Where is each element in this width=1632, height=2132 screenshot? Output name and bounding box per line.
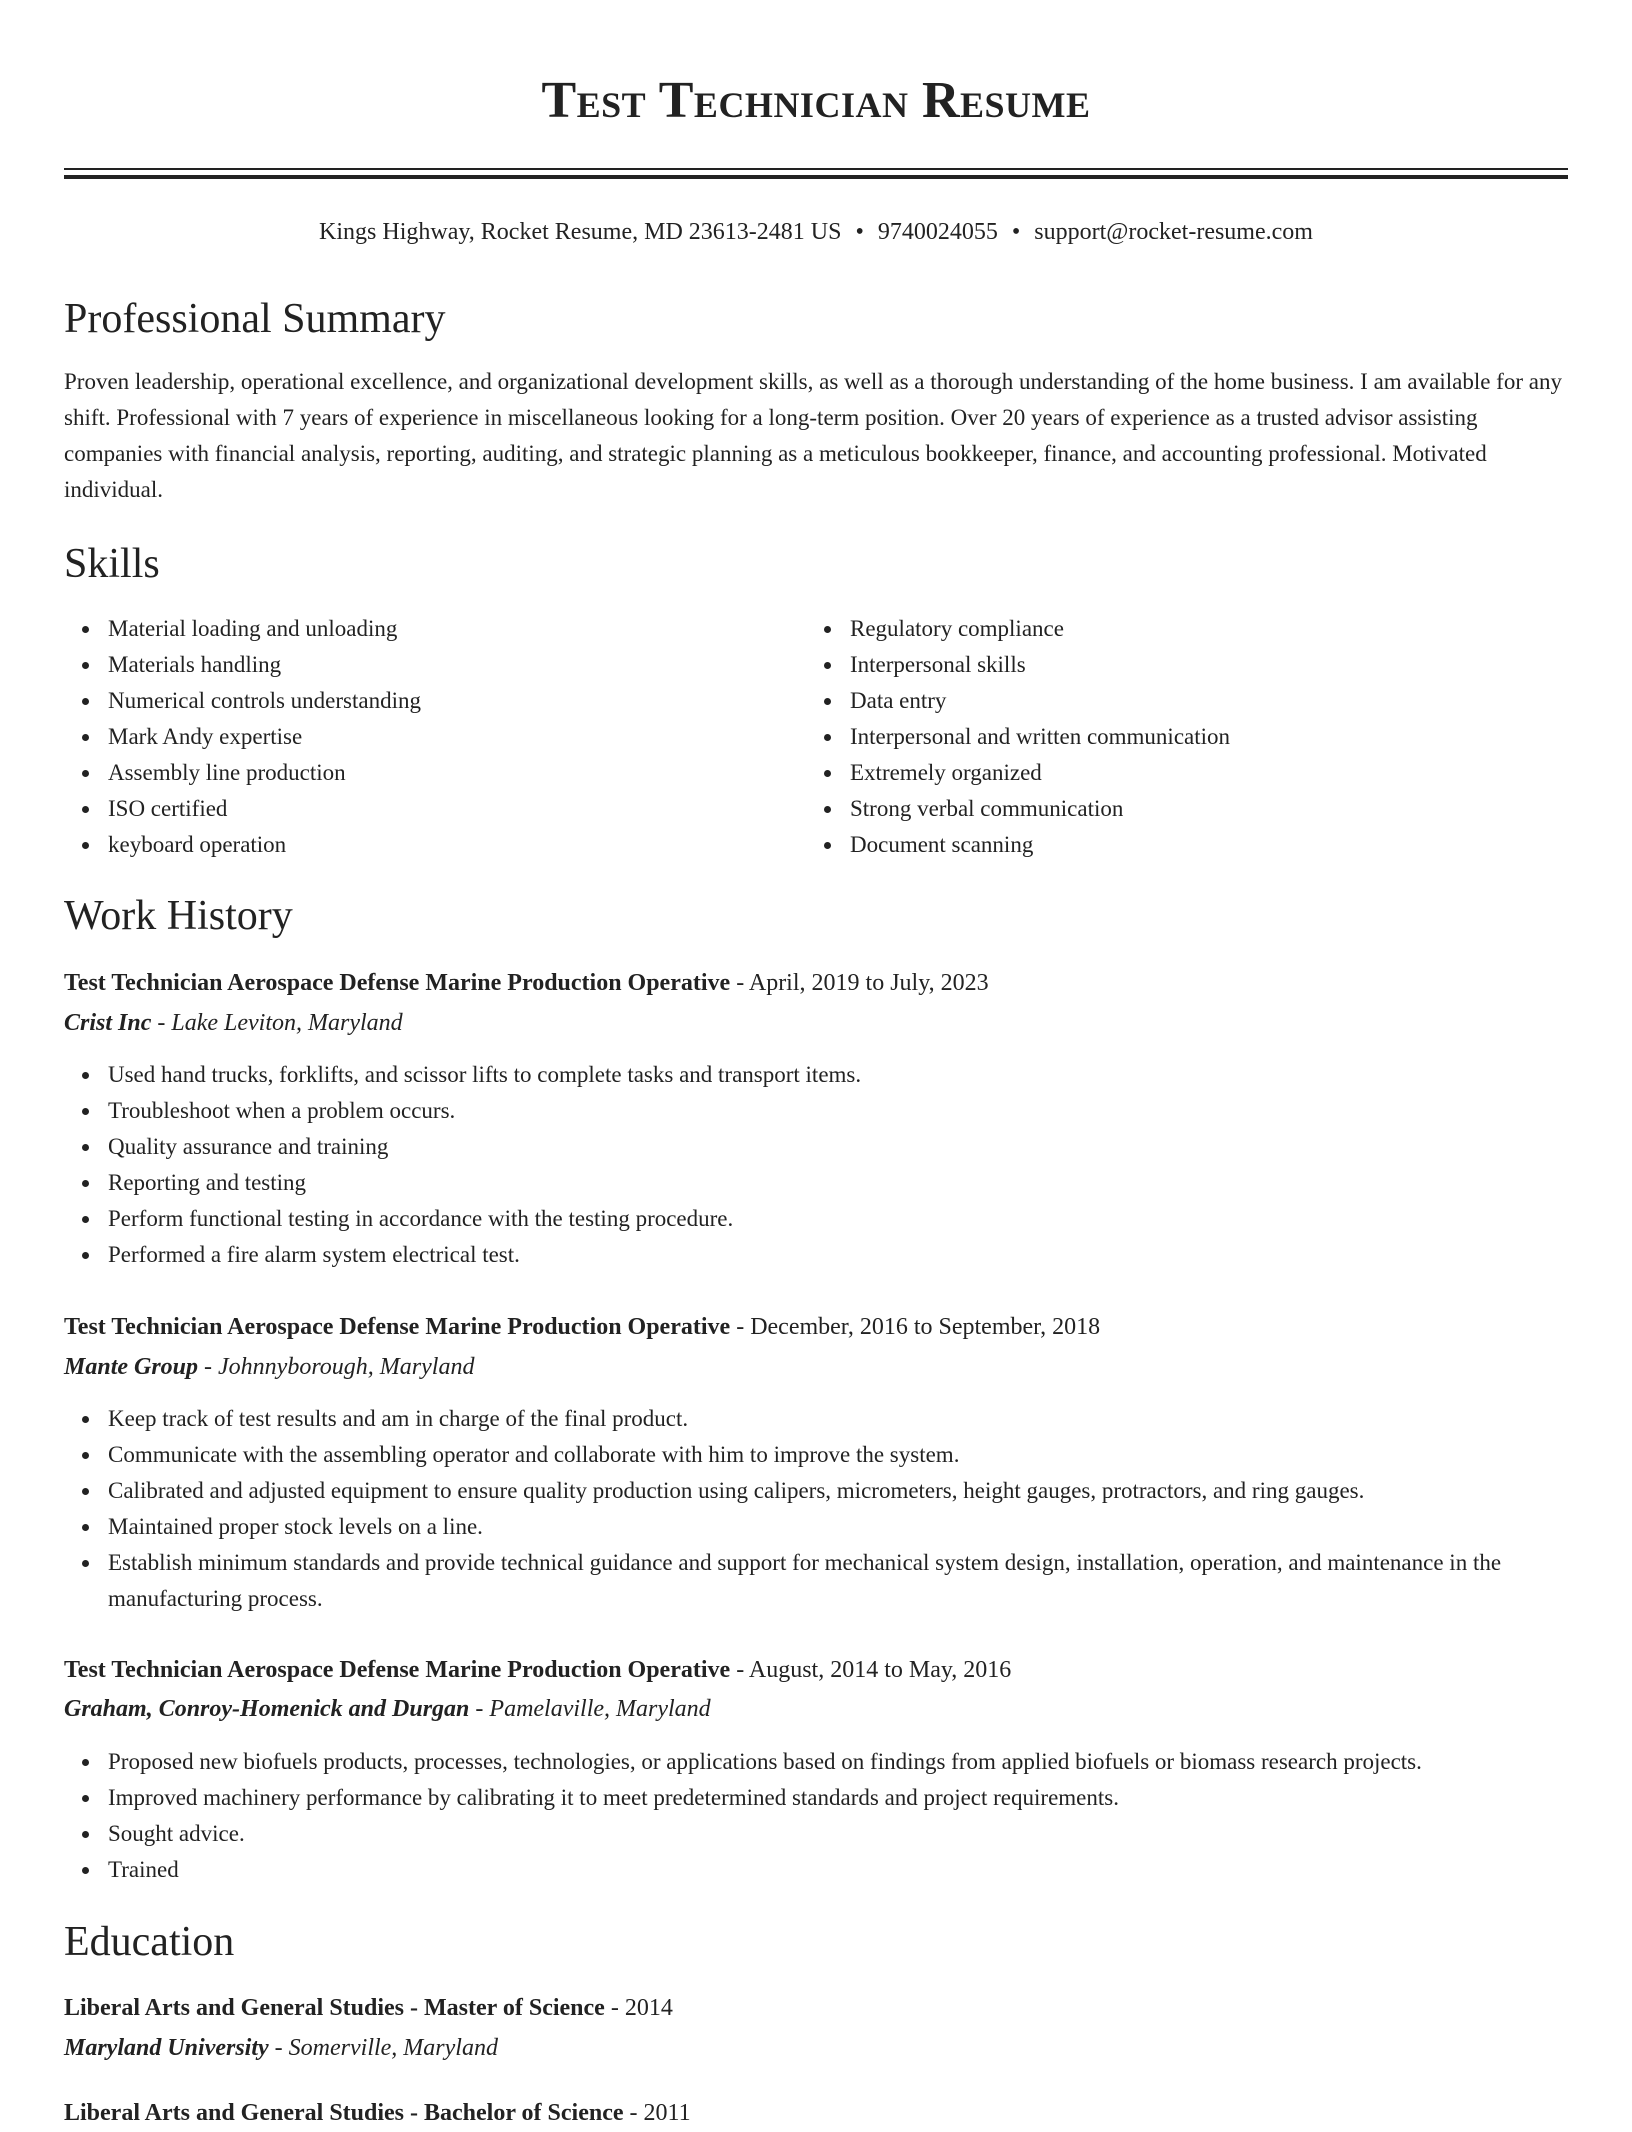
contact-separator: • <box>855 219 864 245</box>
job-dates: April, 2019 to July, 2023 <box>748 970 989 996</box>
job-bullet: Establish minimum standards and provide technical guidance and support for mechanical system design, installation, operation, and maintenance in the manufacturing process. <box>108 1545 1568 1617</box>
skill-item: Data entry <box>850 683 1610 719</box>
job-bullets <box>64 1057 1568 1273</box>
skill-item: Assembly line production <box>108 755 808 791</box>
job-bullet: Used hand trucks, forklifts, and scissor lifts to complete tasks and transport items. <box>108 1057 1568 1093</box>
dash: - <box>623 2100 644 2126</box>
skills-list-right <box>806 611 1610 863</box>
resume-title: Test Technician Resume <box>541 72 1091 129</box>
job-company: Crist Inc <box>64 1010 152 1036</box>
dash: - <box>730 1314 751 1340</box>
dash: - <box>151 1010 172 1036</box>
job-bullet: Reporting and testing <box>108 1165 1568 1201</box>
skill-item: Regulatory compliance <box>850 611 1610 647</box>
skill-item: Materials handling <box>108 647 808 683</box>
summary-text: Proven leadership, operational excellence, and organizational development skills, as well as a thorough understanding of the home business. I am available for any shift. Professional with 7 years of experience in miscellaneous looking for a long-term position. Over 20 years of experience as a trusted advisor assisting companies with financial analysis, reporting, auditing, and strategic planning as a meticulous bookkeeper, finance, and accounting professional. Motivated individual. <box>64 369 1562 502</box>
dash: - <box>730 1657 749 1683</box>
dash: - <box>730 970 749 996</box>
education-location: Somerville, Maryland <box>288 2035 498 2061</box>
job-bullet: Performed a fire alarm system electrical test. <box>108 1237 1568 1273</box>
education-degree: Liberal Arts and General Studies - Master of Science <box>64 1995 605 2021</box>
contact-line <box>64 214 1568 250</box>
job-bullet: Improved machinery performance by calibrating it to meet predetermined standards and project requirements. <box>108 1780 1568 1816</box>
job-company-line <box>64 1004 403 1042</box>
job-location: Lake Leviton, Maryland <box>171 1010 403 1036</box>
skill-item: Strong verbal communication <box>850 791 1610 827</box>
job-dates: August, 2014 to May, 2016 <box>748 1657 1012 1683</box>
education-year: 2014 <box>624 1995 673 2021</box>
contact-address: Kings Highway, Rocket Resume, MD 23613-2481 US <box>319 219 842 245</box>
job-bullet: Proposed new biofuels products, processes, technologies, or applications based on findings from applied biofuels or biomass research projects. <box>108 1744 1568 1780</box>
title-divider-thick <box>64 175 1568 179</box>
job-company: Graham, Conroy-Homenick and Durgan <box>64 1696 470 1722</box>
contact-email: support@rocket-resume.com <box>1034 219 1313 245</box>
job-bullet: Perform functional testing in accordance with the testing procedure. <box>108 1201 1568 1237</box>
dash: - <box>268 2035 289 2061</box>
skills-heading: Skills <box>64 541 160 587</box>
skill-item: Extremely organized <box>850 755 1610 791</box>
education-degree: Liberal Arts and General Studies - Bachelor of Science <box>64 2100 624 2126</box>
job-company-line <box>64 1690 711 1728</box>
education-degree-line <box>64 1989 673 2027</box>
education-school: Maryland University <box>64 2035 269 2061</box>
job-bullet: Maintained proper stock levels on a line. <box>108 1509 1568 1545</box>
skill-item: Document scanning <box>850 827 1610 863</box>
dash: - <box>469 1696 490 1722</box>
summary-heading: Professional Summary <box>64 296 446 342</box>
job-bullets <box>64 1401 1568 1617</box>
job-bullet: Trained <box>108 1852 1568 1888</box>
skill-item: Interpersonal skills <box>850 647 1610 683</box>
job-bullet: Troubleshoot when a problem occurs. <box>108 1093 1568 1129</box>
skill-item: Numerical controls understanding <box>108 683 808 719</box>
job-title-line <box>64 1651 1011 1689</box>
contact-phone: 9740024055 <box>877 219 998 245</box>
skill-item: ISO certified <box>108 791 808 827</box>
education-degree-line <box>64 2094 691 2132</box>
job-bullet: Sought advice. <box>108 1816 1568 1852</box>
job-location: Johnnyborough, Maryland <box>218 1354 475 1380</box>
dash: - <box>198 1354 219 1380</box>
job-dates: December, 2016 to September, 2018 <box>750 1314 1101 1340</box>
job-bullet: Quality assurance and training <box>108 1129 1568 1165</box>
job-title: Test Technician Aerospace Defense Marine Production Operative <box>64 1314 731 1340</box>
job-company-line <box>64 1348 474 1386</box>
education-school-line <box>64 2029 498 2067</box>
work-history-heading: Work History <box>64 893 293 939</box>
job-title-line <box>64 1308 1100 1346</box>
job-bullet: Keep track of test results and am in charge of the final product. <box>108 1401 1568 1437</box>
education-heading: Education <box>64 1919 235 1965</box>
dash: - <box>604 1995 625 2021</box>
skill-item: Material loading and unloading <box>108 611 808 647</box>
job-bullets <box>64 1744 1568 1888</box>
skill-item: Mark Andy expertise <box>108 719 808 755</box>
job-title: Test Technician Aerospace Defense Marine Production Operative <box>64 1657 731 1683</box>
skill-item: keyboard operation <box>108 827 808 863</box>
job-bullet: Calibrated and adjusted equipment to ensure quality production using calipers, micrometers, height gauges, protractors, and ring gauges. <box>108 1473 1568 1509</box>
contact-separator: • <box>1011 219 1021 245</box>
skills-list-left <box>64 611 808 863</box>
job-company: Mante Group <box>64 1354 199 1380</box>
resume-page <box>64 0 1568 2126</box>
skill-item: Interpersonal and written communication <box>850 719 1610 755</box>
title-divider-thin <box>64 168 1568 170</box>
education-year: 2011 <box>643 2100 691 2126</box>
job-location: Pamelaville, Maryland <box>489 1696 711 1722</box>
job-bullet: Communicate with the assembling operator and collaborate with him to improve the system. <box>108 1437 1568 1473</box>
job-title: Test Technician Aerospace Defense Marine Production Operative <box>64 970 731 996</box>
job-title-line <box>64 964 989 1002</box>
